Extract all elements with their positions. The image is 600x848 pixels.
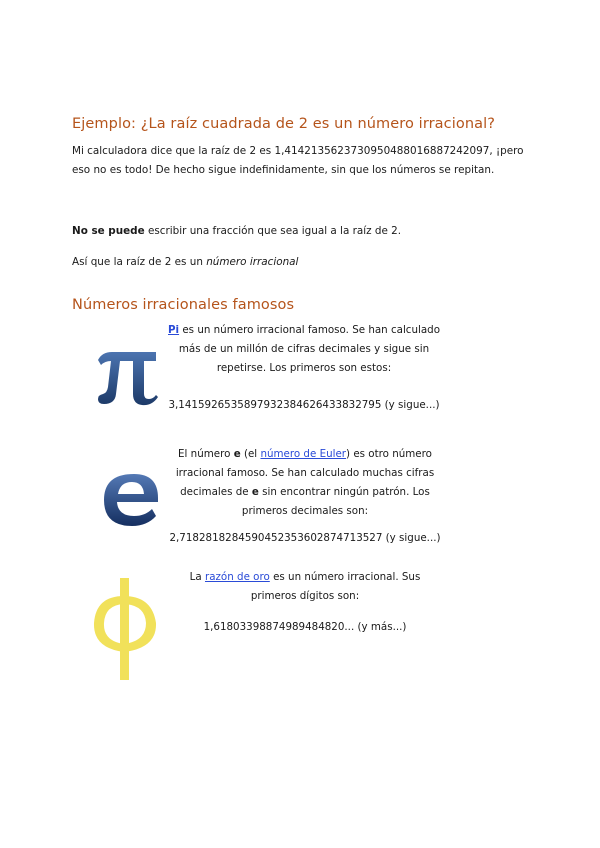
example-heading: Ejemplo: ¿La raíz cuadrada de 2 es un número irracional? [72, 116, 496, 132]
e-letter: e [233, 448, 241, 460]
phi-line-1-post: es un número irracional. Sus [269, 571, 421, 583]
pi-line-3: repetirse. Los primeros son estos: [216, 362, 392, 374]
pi-line-1: es un número irracional famoso. Se han calculado [179, 324, 440, 336]
golden-ratio-link[interactable]: razón de oro [204, 571, 270, 583]
phi-description [164, 568, 446, 637]
e-line-2: irracional famoso. Se han calculado muchas cifras [175, 467, 435, 479]
pi-line-2: más de un millón de cifras decimales y sigue sin [178, 343, 430, 355]
fraction-emphasis: No se puede [72, 225, 145, 237]
pi-description [166, 321, 442, 415]
e-digits: 2,7182818284590452353602874713527 (y sigue...) [169, 532, 441, 544]
fraction-text: escribir una fracción que sea igual a la raíz de 2. [144, 225, 402, 237]
pi-digits: 3,1415926535897932384626433832795 (y sigue...) [168, 399, 440, 411]
conclusion-emphasis: número irracional [206, 256, 299, 268]
famous-heading: Números irracionales famosos [72, 297, 295, 313]
calculator-line-2: eso no es todo! De hecho sigue indefinidamente, sin que los números se repitan. [72, 164, 495, 176]
phi-line-1-pre: La [189, 571, 205, 583]
e-line-3-pre: decimales de [180, 486, 252, 498]
pi-link[interactable]: Pi [168, 324, 180, 336]
phi-line-2: primeros dígitos son: [250, 590, 360, 602]
e-line-4: primeros decimales son: [241, 505, 369, 517]
phi-digits: 1,61803398874989484820... (y más...) [203, 621, 407, 633]
e-line-3-post: sin encontrar ningún patrón. Los [258, 486, 430, 498]
e-symbol-icon [100, 468, 162, 528]
e-line-1-mid: (el [240, 448, 261, 460]
fraction-paragraph [72, 222, 542, 241]
euler-number-link[interactable]: número de Euler [260, 448, 347, 460]
irrational-conclusion [72, 253, 542, 272]
pi-symbol-icon [92, 346, 162, 406]
phi-symbol-icon [80, 568, 164, 696]
calculator-line-1: Mi calculadora dice que la raíz de 2 es 1,4142135623730950488016887242097, ¡pero [72, 145, 524, 157]
e-line-1-pre: El número [178, 448, 234, 460]
calculator-paragraph [72, 142, 542, 180]
e-line-1-post: ) es otro número [346, 448, 432, 460]
conclusion-text: Así que la raíz de 2 es un [72, 256, 207, 268]
e-letter-2: e [251, 486, 259, 498]
e-description [164, 445, 446, 548]
